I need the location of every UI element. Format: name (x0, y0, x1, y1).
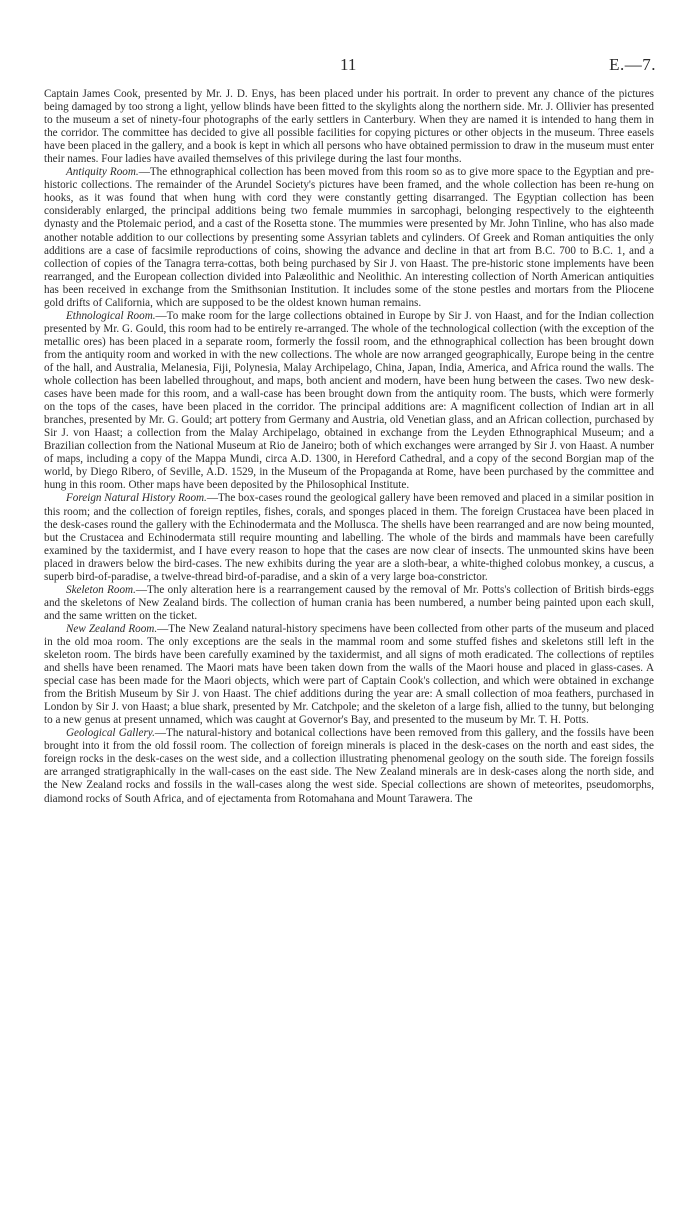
paragraph-text: —The New Zealand natural-history specimens have been collected from other parts of the museum and placed in the old moa room. The only exceptions are the seals in the mammal room and some stuffed fishes and skeletons still left in the skeleton room. The birds have been carefully examined by the taxidermist, and all signs of moth eradicated. The collections of reptiles and shells have been renamed. The Maori mats have been taken down from the walls of the Maori house and placed in glass-cases. A special case has been made for the Maori objects, which were part of Captain Cook's collection, and which were obtained in exchange from the British Museum by Sir J. von Haast. The chief additions during the year are: A small collection of moa feathers, purchased in London by Sir J. von Haast; a blue shark, presented by Mr. Catchpole; and the skeleton of a large fish, allied to the tunny, but belonging to a new genus at present unnamed, which was caught at Governor's Bay, and presented to the museum by Mr. T. H. Potts. (44, 622, 654, 727)
paragraph-text: —The ethnographical collection has been moved from this room so as to give more space to the Egyptian and pre-historic collections. The remainder of the Arundel Society's pictures have been framed, and the whole collection has been re-hung on hooks, as it was found that when hung with cord they were constantly getting disarranged. The Egyptian collection has been considerably enlarged, the principal additions being two female mummies in sarcophagi, belonging respectively to the eighteenth dynasty and the Ptolemaic period, and a cast of the Rosetta stone. The mummies were presented by Mr. John Tinline, who has also made another notable addition to our collections by presenting some Assyrian tablets and cylinders. Of Greek and Roman antiquities the only additions are a case of facsimile reproductions of coins, showing the advance and decline in that art from B.C. 700 to B.C. 1, and a collection of copies of the Tanagra terra-cottas, both being purchased by Sir J. von Haast. The pre-historic stone implements have been rearranged, and the European collection divided into Palæolithic and Neolithic. An interesting collection of North American antiquities has been received in exchange from the Smithsonian Institution. It includes some of the stone pestles and mortars from the Pliocene gold drifts of California, which are supposed to be the oldest known human remains. (44, 166, 655, 309)
paragraph-new-zealand-room (44, 623, 654, 727)
paragraph-text: Captain James Cook, presented by Mr. J. D. Enys, has been placed under his portrait. In order to prevent any chance of the pictures being damaged by too strong a light, yellow blinds have been fitted to the skylights along the northern side. Mr. J. Ollivier has presented to the museum a set of ninety-four photographs of the early settlers in Canterbury. When they are named it is intended to hang them in the corridor. The committee has decided to give all possible facilities for copying pictures or other objects in the museum. Three easels have been placed in the gallery, and a book is kept in which all persons who have obtained permission to draw in the museum must enter their names. Four ladies have availed themselves of this privilege during the last four months. (44, 88, 654, 166)
section-heading: New Zealand Room. (66, 622, 158, 635)
body-text (44, 88, 654, 806)
section-heading: Antiquity Room. (66, 166, 139, 179)
section-heading: Skeleton Room. (66, 583, 136, 596)
paragraph-text: —The only alteration here is a rearrangement caused by the removal of Mr. Potts's collection of British birds-eggs and the skeletons of New Zealand birds. The collection of human crania has been numbered, a number being painted upon each skull, and the same written on the ticket. (44, 583, 654, 622)
section-heading: Ethnological Room. (66, 309, 156, 322)
page-header (0, 55, 700, 77)
paragraph-antiquity-room (44, 166, 654, 310)
paragraph-geological-gallery (44, 727, 654, 805)
section-heading: Foreign Natural History Room. (66, 492, 207, 505)
document-reference: E.—7. (609, 55, 656, 74)
paragraph-foreign-natural-history-room (44, 492, 654, 583)
paragraph-text: —The natural-history and botanical collections have been removed from this gallery, and the fossils have been brought into it from the old fossil room. The collection of foreign minerals is placed in the desk-cases on the north and east sides, the foreign rocks in the desk-cases on the west side, and a collection illustrating phenomenal geology on the south side. The foreign fossils are arranged stratigraphically in the wall-cases on the east side. The New Zealand minerals are in desk-cases along the north side, and the New Zealand rocks and fossils in the wall-cases along the west side. Special collections are shown of meteorites, pseudomorphs, diamond rocks of South Africa, and of ejectamenta from Rotomahana and Mount Tarawera. The (44, 727, 654, 805)
section-heading: Geological Gallery. (66, 727, 155, 740)
paragraph-ethnological-room (44, 310, 654, 493)
paragraph-text: —The box-cases round the geological gallery have been removed and placed in a similar position in this room; and the collection of foreign reptiles, fishes, corals, and sponges placed in them. The foreign Crustacea have been placed in the desk-cases round the gallery with the Echinodermata and the Mollusca. The shells have been rearranged and are now being mounted, but the Crustacea and Echinodermata still require mounting and labelling. The whole of the birds and mammals have been carefully examined by the taxidermist, and I have every reason to hope that the cases are now clear of insects. The unmounted skins have been placed in drawers below the bird-cases. The new exhibits during the year are a sloth-bear, a white-thighed colobus monkey, a cuscus, a superb bird-of-paradise, a twelve-thread bird-of-paradise, and a skin of a very large boa-constrictor. (44, 492, 654, 583)
page-number: 11 (340, 55, 357, 74)
paragraph-text: —To make room for the large collections obtained in Europe by Sir J. von Haast, and for the Indian collection presented by Mr. G. Gould, this room had to be entirely re-arranged. The whole of the technological collection (with the exception of the metallic ores) has been placed in a separate room, formerly the fossil room, and the ethnographical collection has been brought down from the antiquity room and worked in with the new collections. The whole are now arranged geographically, Europe being in the centre of the hall, and Australia, Melanesia, Fiji, Polynesia, Malay Archipelago, China, Japan, India, America, and Africa round the walls. The whole collection has been labelled throughout, and maps, both ancient and modern, have been hung between the cases. Two new desk-cases have been made for this room, and a wall-case has been brought down from the antiquity room. The busts, which were formerly on the tops of the cases, have been placed in the corridor. The principal additions are: A magnificent collection of Indian art in all branches, presented by Mr. G. Gould; art pottery from Germany and Austria, old Venetian glass, and an African collection, purchased by Sir J. von Haast; a collection from the Malay Archipelago, obtained in exchange from the Leyden Ethnographical Museum; and a Brazilian collection from the National Museum at Rio de Janeiro; both of which exchanges were arranged by Sir J. von Haast. A number of maps, including a copy of the Mappa Mundi, circa A.D. 1300, in Hereford Cathedral, and a copy of the second Borgian map of the world, by Diego Ribero, of Seville, A.D. 1529, in the Museum of the Propaganda at Rome, have been purchased by the committee and hung in this room. Other maps have been deposited by the Philosophical Institute. (44, 309, 654, 492)
paragraph-continuation (44, 88, 654, 166)
paragraph-skeleton-room (44, 584, 654, 623)
